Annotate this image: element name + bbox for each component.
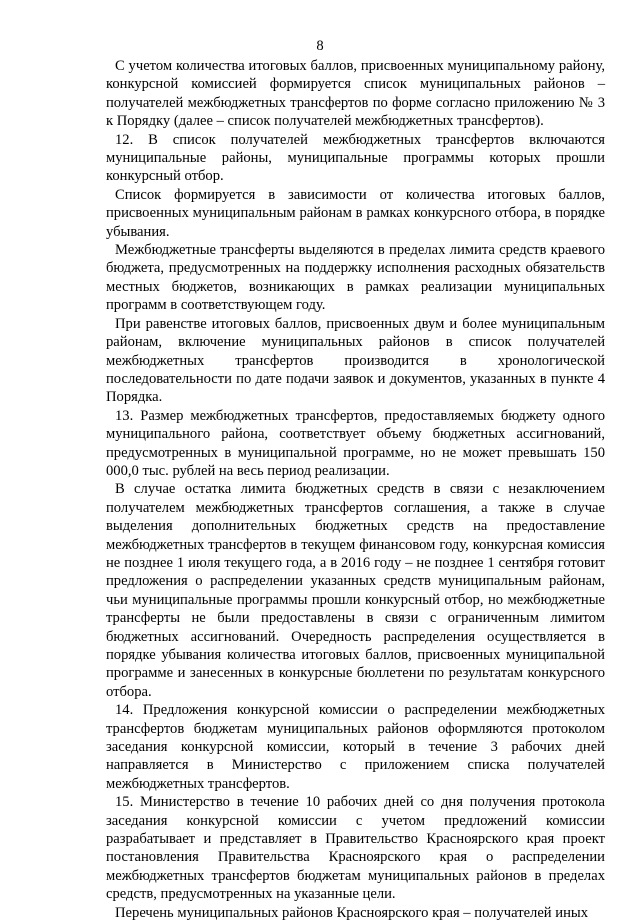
paragraph: 15. Министерство в течение 10 рабочих дней со дня получения протокола заседания конкурсной комиссии с учетом предложений комиссии разрабатывает и представляет в Правительство Красноярского края проект постановления Правительства Красноярского края о распределении межбюджетных трансфертов бюджетам муниципальных районов в пределах средств, предусмотренных на указанные цели. — [106, 794, 605, 903]
paragraph: Перечень муниципальных районов Красноярского края – получателей иных — [115, 904, 588, 921]
paragraph: Список формируется в зависимости от количества итоговых баллов, присвоенных муниципальным районам в рамках конкурсного отбора, в порядке убывания. — [106, 186, 605, 240]
paragraph: С учетом количества итоговых баллов, присвоенных муниципальному району, конкурсной комиссией формируется список муниципальных районов – получателей межбюджетных трансфертов по форме согласно приложению № 3 к Порядку (далее – список получателей межбюджетных трансфертов). — [106, 58, 605, 130]
paragraph: В случае остатка лимита бюджетных средств в связи с незаключением получателем межбюджетных трансфертов соглашения, а также в случае выделения дополнительных бюджетных средств на предоставление межбюджетных трансфертов в текущем финансовом году, конкурсная комиссия не позднее 1 июля текущего года, а в 2016 году – не позднее 1 сентября готовит предложения о распределении указанных средств муниципальным районам, чьи муниципальные программы прошли конкурсный отбор, но межбюджетные трансферты не были предоставлены в связи с ограниченным лимитом бюджетных ассигнований. Очередность распределения осуществляется в порядке убывания количества итоговых баллов, присвоенных муниципальной программе и занесенных в конкурсные бюллетени по результатам конкурсного отбора. — [106, 481, 605, 700]
paragraph: Межбюджетные трансферты выделяются в пределах лимита средств краевого бюджета, предусмотренных на поддержку исполнения расходных обязательств местных бюджетов, возникающих в рамках реализации муниципальных программ в соответствующем году. — [106, 242, 605, 314]
paragraph: 12. В список получателей межбюджетных трансфертов включаются муниципальные районы, муниципальные программы которых прошли конкурсный отбор. — [106, 131, 605, 185]
paragraph: 14. Предложения конкурсной комиссии о распределении межбюджетных трансфертов бюджетам муниципальных районов оформляются протоколом заседания конкурсной комиссии, который в течение 3 рабочих дней направляется в Министерство с приложением списка получателей межбюджетных трансфертов. — [106, 702, 605, 792]
document-body — [106, 57, 605, 922]
paragraph: 13. Размер межбюджетных трансфертов, предоставляемых бюджету одного муниципального района, соответствует объему бюджетных ассигнований, предусмотренных в муниципальной программе, но не может превышать 150 000,0 тыс. рублей на весь период реализации. — [106, 407, 605, 479]
page-number: 8 — [316, 38, 324, 54]
paragraph: При равенстве итоговых баллов, присвоенных двум и более муниципальным районам, включение муниципальных районов в список получателей межбюджетных трансфертов производится в хронологической последовательности по дате подачи заявок и документов, указанных в пункте 4 Порядка. — [106, 315, 605, 406]
